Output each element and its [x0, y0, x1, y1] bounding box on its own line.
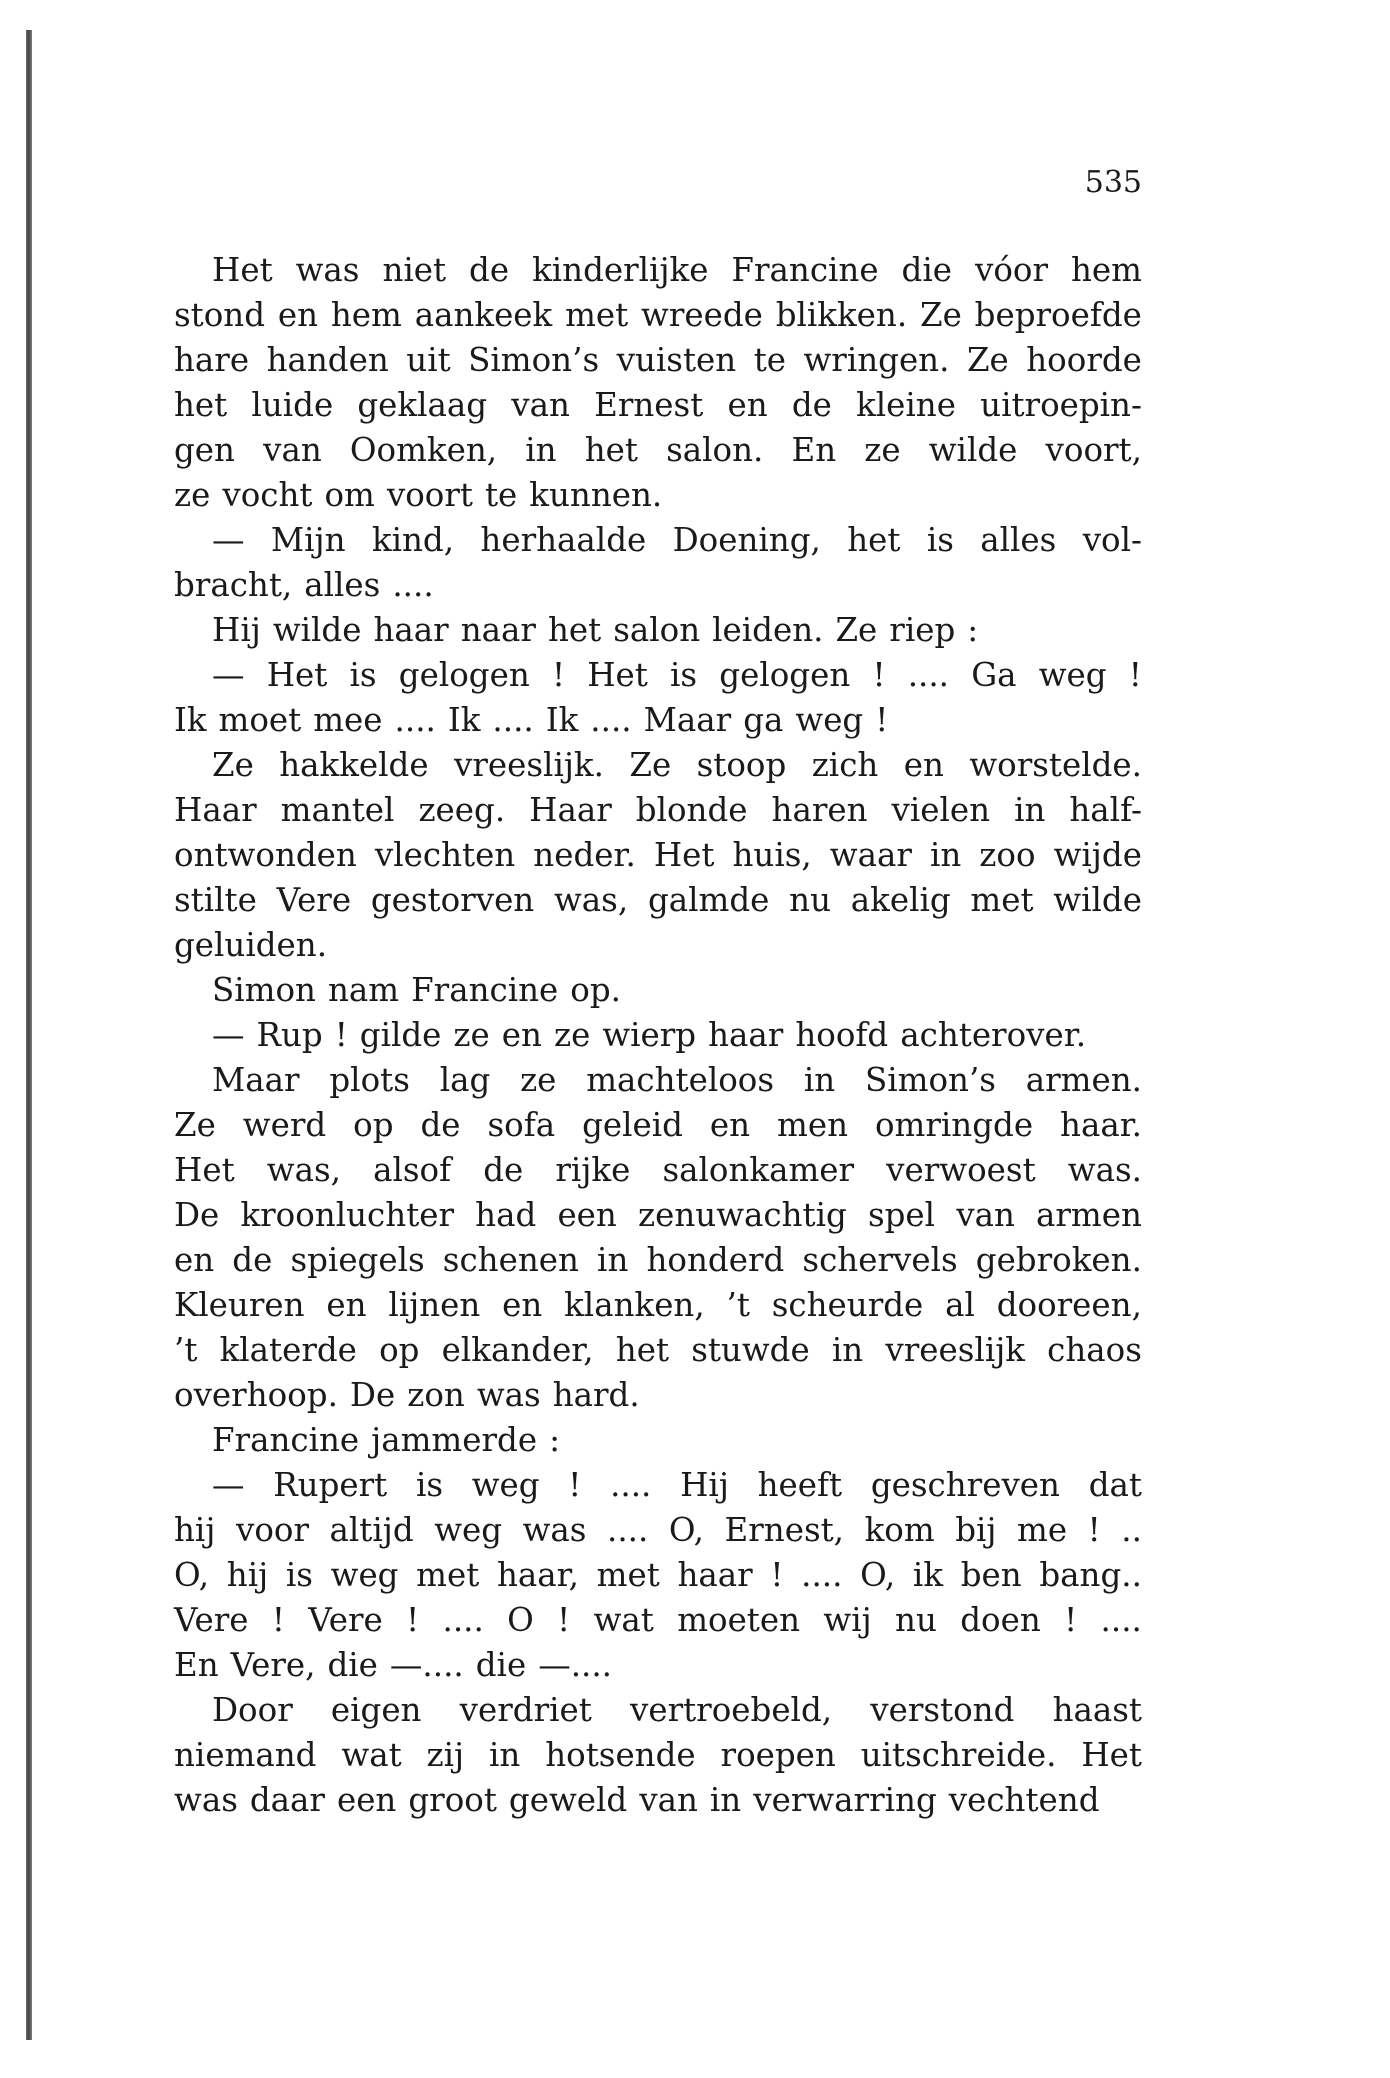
paragraph [174, 248, 1142, 518]
text-line: Haar mantel zeeg. Haar blonde haren vielen in half- [174, 791, 1142, 829]
paragraph [174, 1058, 1142, 1418]
text-line: Vere ! Vere ! .... O ! wat moeten wij nu doen ! .... [174, 1601, 1142, 1639]
paragraph [174, 1013, 1142, 1058]
text-line: Hij wilde haar naar het salon leiden. Ze riep : [212, 611, 979, 649]
text-line: niemand wat zij in hotsende roepen uitschreide. Het [174, 1736, 1142, 1774]
text-line: Simon nam Francine op. [212, 971, 621, 1009]
paragraph [174, 653, 1142, 743]
text-line: Maar plots lag ze machteloos in Simon’s armen. [212, 1061, 1142, 1099]
page-number: 535 [1084, 165, 1142, 200]
text-line: ’t klaterde op elkander, het stuwde in vreeslijk chaos [174, 1331, 1142, 1369]
text-line: Kleuren en lijnen en klanken, ’t scheurde al dooreen, [174, 1286, 1142, 1324]
text-line: stond en hem aankeek met wreede blikken. Ze beproefde [174, 296, 1142, 334]
text-line: bracht, alles .... [174, 566, 434, 604]
paragraph [174, 1463, 1142, 1688]
text-line: hij voor altijd weg was .... O, Ernest, kom bij me ! .. [174, 1511, 1142, 1549]
text-line: Het was, alsof de rijke salonkamer verwoest was. [174, 1151, 1142, 1189]
text-line: geluiden. [174, 926, 328, 964]
text-line: — Rupert is weg ! .... Hij heeft geschreven dat [212, 1466, 1142, 1504]
text-line: De kroonluchter had een zenuwachtig spel van armen [174, 1196, 1142, 1234]
text-line: hare handen uit Simon’s vuisten te wringen. Ze hoorde [174, 341, 1142, 379]
text-line: overhoop. De zon was hard. [174, 1376, 640, 1414]
paragraph [174, 1418, 1142, 1463]
text-line: Door eigen verdriet vertroebeld, verstond haast [212, 1691, 1142, 1729]
text-line: Het was niet de kinderlijke Francine die vóor hem [212, 251, 1142, 289]
body-text [174, 248, 1142, 1823]
paragraph [174, 518, 1142, 608]
paragraph [174, 743, 1142, 968]
text-line: stilte Vere gestorven was, galmde nu akelig met wilde [174, 881, 1142, 919]
text-line: ontwonden vlechten neder. Het huis, waar in zoo wijde [174, 836, 1142, 874]
text-line: en de spiegels schenen in honderd schervels gebroken. [174, 1241, 1142, 1279]
text-line: het luide geklaag van Ernest en de kleine uitroepin- [174, 386, 1142, 424]
text-line: Francine jammerde : [212, 1421, 561, 1459]
text-line: Ze hakkelde vreeslijk. Ze stoop zich en worstelde. [212, 746, 1142, 784]
text-line: — Mijn kind, herhaalde Doening, het is alles vol- [212, 521, 1142, 559]
text-line: — Rup ! gilde ze en ze wierp haar hoofd achterover. [212, 1016, 1087, 1054]
paragraph [174, 968, 1142, 1013]
text-line: gen van Oomken, in het salon. En ze wilde voort, [174, 431, 1142, 469]
paragraph [174, 608, 1142, 653]
text-line: O, hij is weg met haar, met haar ! .... O, ik ben bang.. [174, 1556, 1142, 1594]
text-line: En Vere, die —.... die —.... [174, 1646, 613, 1684]
text-line: Ik moet mee .... Ik .... Ik .... Maar ga weg ! [174, 701, 889, 739]
text-line: ze vocht om voort te kunnen. [174, 476, 663, 514]
paragraph [174, 1688, 1142, 1823]
text-line: — Het is gelogen ! Het is gelogen ! .... Ga weg ! [212, 656, 1142, 694]
text-line: was daar een groot geweld van in verwarring vechtend [174, 1781, 1100, 1819]
text-line: Ze werd op de sofa geleid en men omringde haar. [174, 1106, 1142, 1144]
page-binding-edge [26, 30, 32, 2040]
